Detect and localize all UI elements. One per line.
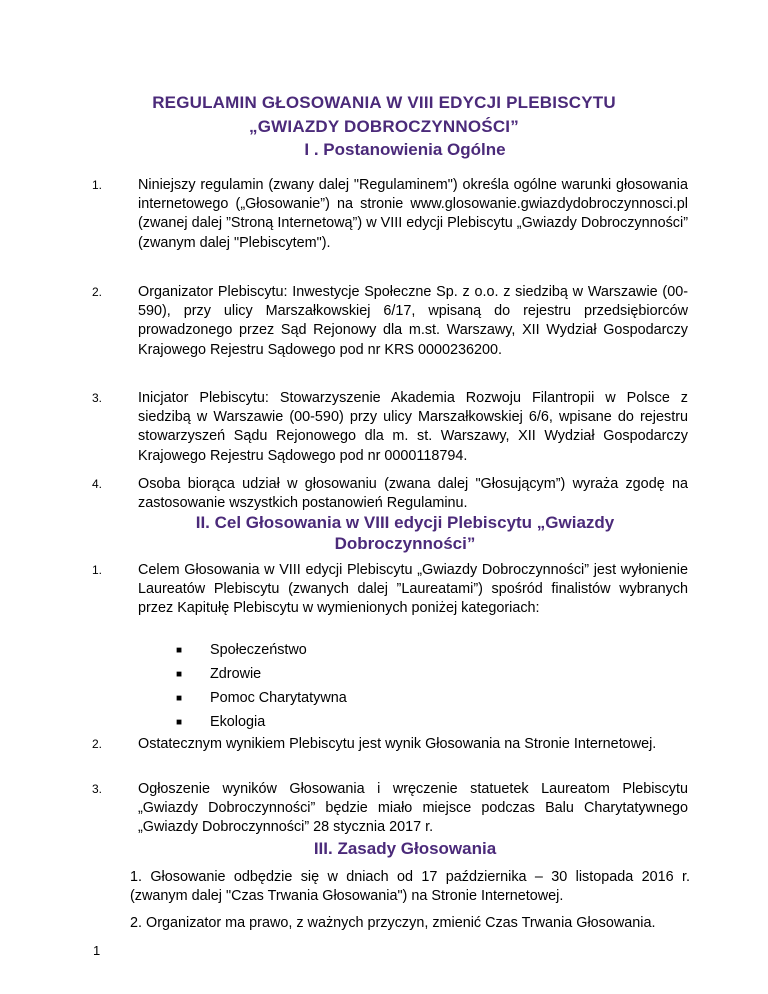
- section-2-item-2-number: 2.: [92, 737, 103, 751]
- category-item-3: Pomoc Charytatywna: [210, 690, 347, 706]
- section-1-item-1-text: Niniejszy regulamin (zwany dalej "Regulaminem") określa ogólne warunki głosowania internetowego („Głosowanie”) na stronie www.glosowanie.gwiazdydobroczynnosci.pl (zwanej dalej ”Stroną Internetową”) w VIII edycji Plebiscytu „Gwiazdy Dobroczynności” (zwanym dalej "Plebiscytem").: [138, 177, 688, 251]
- section-2-heading-line-2: Dobroczynności”: [334, 534, 476, 553]
- category-bullet: ■: [176, 645, 183, 656]
- category-item-4: Ekologia: [210, 714, 266, 730]
- category-item-1: Społeczeństwo: [210, 642, 307, 658]
- section-2-item-3-text: Ogłoszenie wyników Głosowania i wręczenie statuetek Laureatom Plebiscytu „Gwiazdy Dobroczynności” będzie miało miejsce podczas Balu Charytatywnego „Gwiazdy Dobroczynności” 28 stycznia 2017 r.: [138, 781, 688, 836]
- category-bullet: ■: [176, 693, 183, 704]
- section-1-item-2-number: 2.: [92, 285, 103, 299]
- document-title-line-2: „GWIAZDY DOBROCZYNNOŚCI”: [249, 117, 519, 136]
- page-number: 1: [93, 943, 101, 958]
- document-title-line-1: REGULAMIN GŁOSOWANIA W VIII EDYCJI PLEBISCYTU: [152, 93, 616, 112]
- section-2-item-1-text: Celem Głosowania w VIII edycji Plebiscytu „Gwiazdy Dobroczynności” jest wyłonienie Laureatów Plebiscytu (zwanych dalej ”Laureatami”) spośród finalistów wybranych przez Kapitułę Plebiscytu w wymienionych poniżej kategoriach:: [138, 562, 688, 617]
- section-2-item-2-text: Ostatecznym wynikiem Plebiscytu jest wynik Głosowania na Stronie Internetowej.: [138, 736, 657, 752]
- category-bullet: ■: [176, 717, 183, 728]
- section-1-heading: I . Postanowienia Ogólne: [304, 140, 506, 159]
- section-2-item-1-number: 1.: [92, 563, 103, 577]
- section-3-item-1-text: 1. Głosowanie odbędzie się w dniach od 17 października – 30 listopada 2016 r. (zwanym dalej "Czas Trwania Głosowania") na Stronie Internetowej.: [130, 869, 690, 905]
- category-bullet: ■: [176, 669, 183, 680]
- section-1-item-1-number: 1.: [92, 178, 103, 192]
- section-1-item-4-text: Osoba biorąca udział w głosowaniu (zwana dalej "Głosującym”) wyraża zgodę na zastosowanie wszystkich postanowień Regulaminu.: [138, 476, 688, 512]
- section-2-item-3-number: 3.: [92, 782, 103, 796]
- section-3-heading: III. Zasady Głosowania: [313, 839, 497, 858]
- section-1-item-3-number: 3.: [92, 391, 103, 405]
- section-1-item-3-text: Inicjator Plebiscytu: Stowarzyszenie Akademia Rozwoju Filantropii w Polsce z siedzibą w Warszawie (00-590) przy ulicy Marszałkowskiej 6/6, wpisane do rejestru stowarzyszeń Sądu Rejonowego dla m. st. Warszawy, XII Wydział Gospodarczy Krajowego Rejestru Sądowego pod nr 0000118794.: [138, 390, 688, 464]
- section-1-item-4-number: 4.: [92, 477, 103, 491]
- section-3-item-2-text: 2. Organizator ma prawo, z ważnych przyczyn, zmienić Czas Trwania Głosowania.: [130, 915, 656, 931]
- section-1-item-2-text: Organizator Plebiscytu: Inwestycje Społeczne Sp. z o.o. z siedzibą w Warszawie (00- 590), przy ulicy Marszałkowskiej 6/17, wpisaną do rejestru przedsiębiorców prowadzonego przez Sąd Rejonowy dla m.st. Warszawy, XII Wydział Gospodarczy Krajowego Rejestru Sądowego pod nr KRS 0000236200.: [138, 284, 688, 358]
- section-2-heading-line-1: II. Cel Głosowania w VIII edycji Plebiscytu „Gwiazdy: [195, 513, 615, 532]
- category-item-2: Zdrowie: [210, 666, 262, 682]
